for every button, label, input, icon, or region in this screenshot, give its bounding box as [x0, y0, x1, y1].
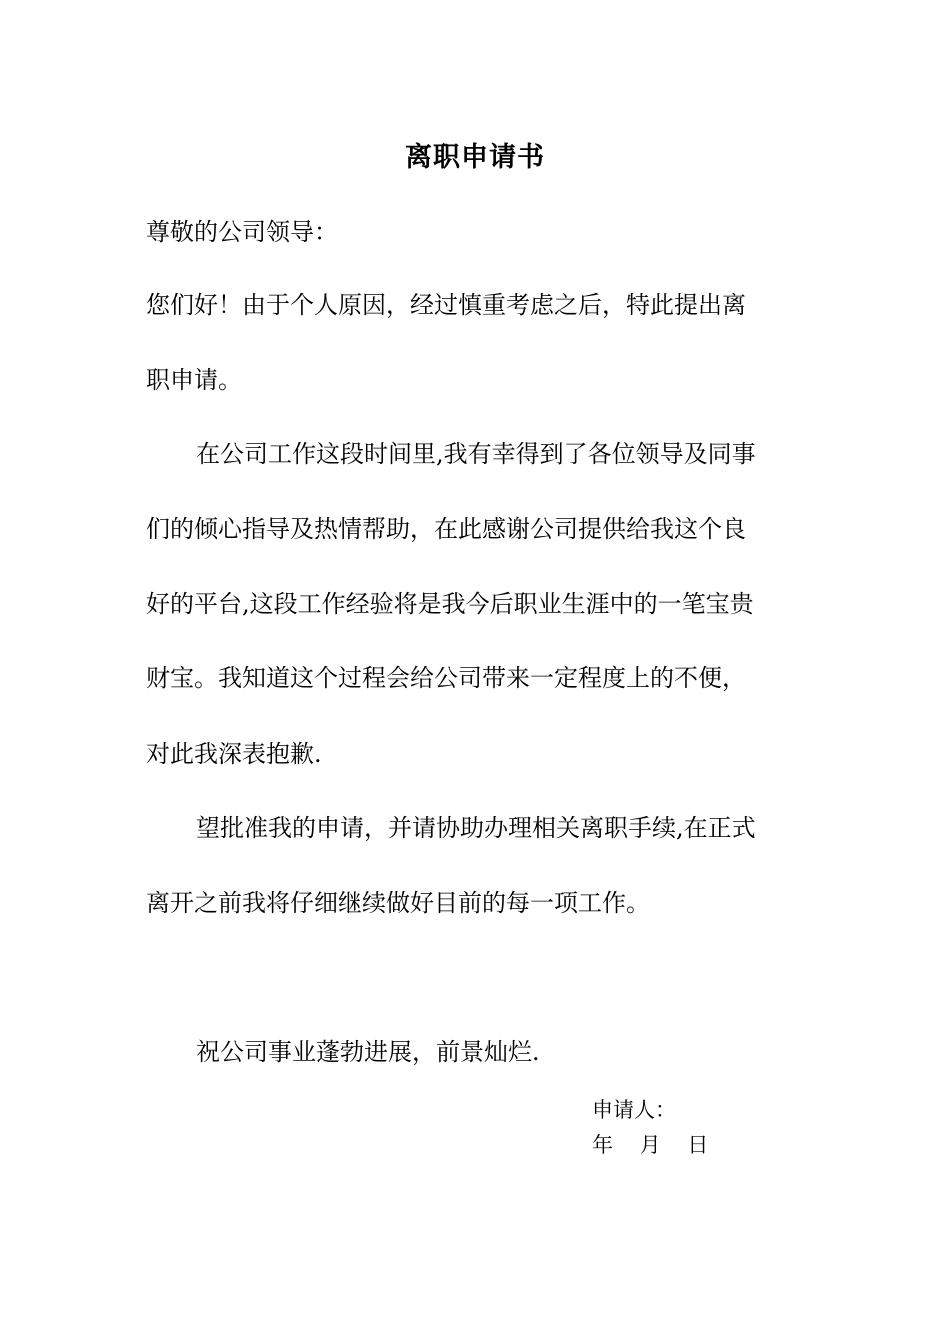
salutation: 尊敬的公司领导：	[146, 218, 338, 246]
paragraph-1-line-1: 您们好！由于个人原因，经过慎重考虑之后，特此提出离	[146, 291, 746, 319]
applicant-label: 申请人：	[592, 1098, 676, 1122]
closing-wish: 祝公司事业蓬勃进展，前景灿烂.	[196, 1038, 540, 1066]
date-label: 年 月 日	[592, 1133, 709, 1157]
paragraph-1-line-2: 职申请。	[146, 366, 242, 394]
paragraph-2-line-1: 在公司工作这段时间里,我有幸得到了各位领导及同事	[196, 440, 756, 468]
paragraph-3-line-2: 离开之前我将仔细继续做好目前的每一项工作。	[146, 889, 650, 917]
paragraph-2-line-5: 对此我深表抱歉.	[146, 740, 322, 768]
paragraph-3-line-1: 望批准我的申请，并请协助办理相关离职手续,在正式	[196, 814, 756, 842]
paragraph-2-line-2: 们的倾心指导及热情帮助，在此感谢公司提供给我这个良	[146, 515, 746, 543]
paragraph-2-line-3: 好的平台,这段工作经验将是我今后职业生涯中的一笔宝贵	[146, 590, 754, 618]
document-title: 离职申请书	[405, 142, 545, 173]
paragraph-2-line-4: 财宝。我知道这个过程会给公司带来一定程度上的不便，	[146, 664, 746, 692]
